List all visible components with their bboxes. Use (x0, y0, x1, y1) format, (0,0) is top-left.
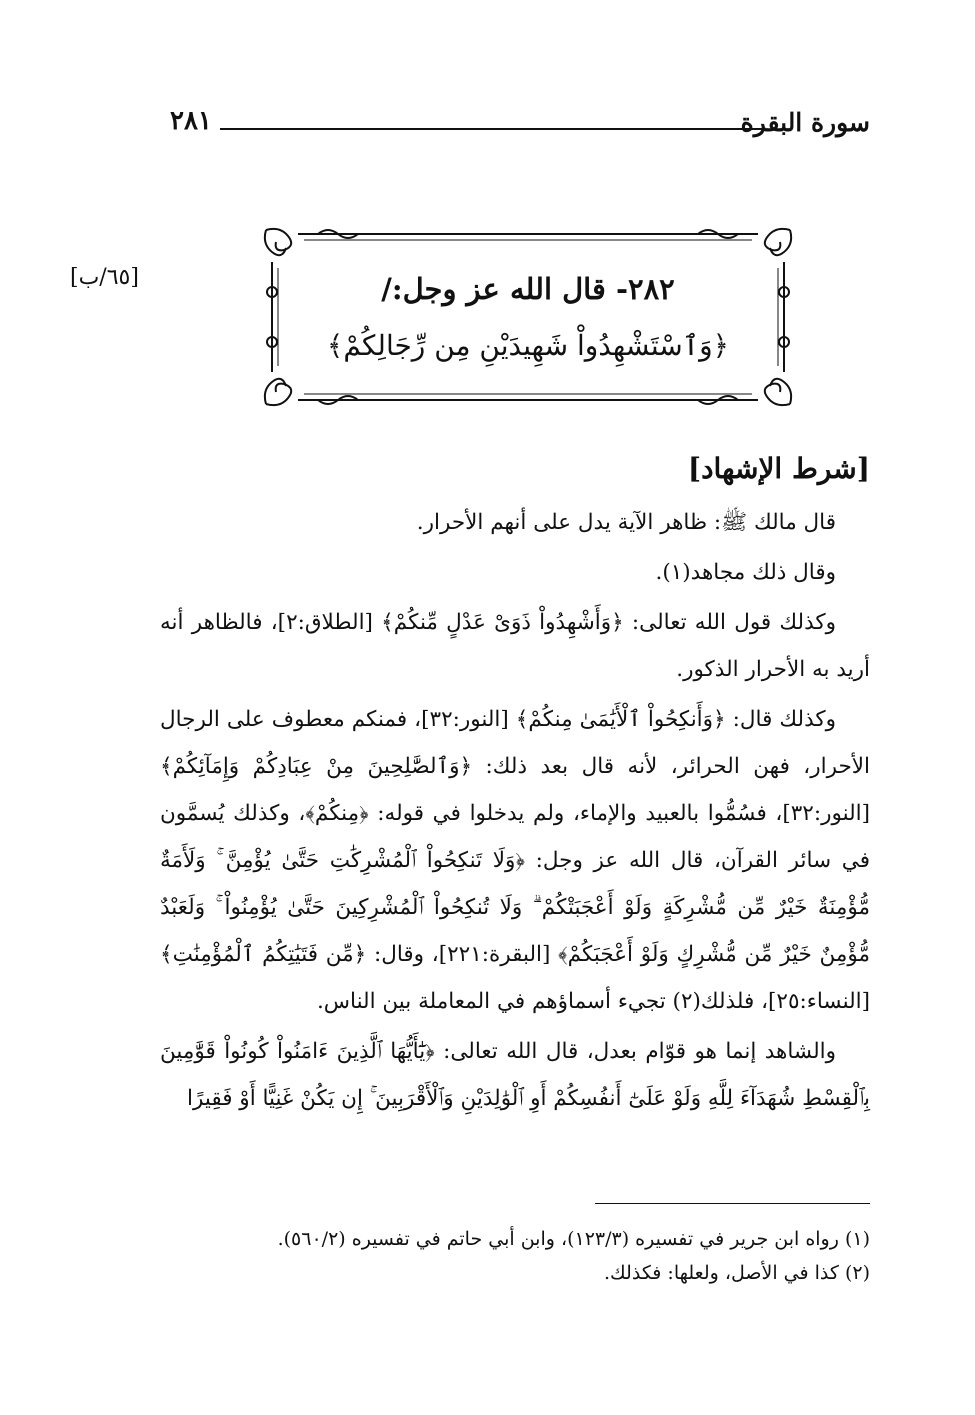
question-heading: ٢٨٢- قال الله عز وجل:/ (381, 272, 675, 306)
paragraph: وقال ذلك مجاهد(١). (655, 560, 836, 585)
quran-verse: ﴿وَٱسْتَشْهِدُواْ شَهِيدَيْنِ مِن رِّجَالِكُمْ﴾ (326, 329, 730, 362)
paragraph: قال مالك ﷺ: ظاهر الآية يدل على أنهم الأحرار. (416, 510, 836, 535)
footnote: (١) رواه ابن جرير في تفسيره (١٢٣/٣)، وابن أبي حاتم في تفسيره (٥٦٠/٢). (277, 1228, 870, 1250)
paragraph: والشاهد إنما هو قوّام بعدل، قال الله تعالى: ﴿يَٰٓأَيُّهَا ٱلَّذِينَ ءَامَنُواْ كُونُواْ قَوَّٰمِينَ بِٱلْقِسْطِ شُهَدَآءَ لِلَّهِ وَلَوْ عَلَىٰٓ أَنفُسِكُمْ أَوِ ٱلْوَٰلِدَيْنِ وَٱلْأَقْرَبِينَ ۚ إِن يَكُنْ غَنِيًّا أَوْ فَقِيرًا (160, 1039, 870, 1111)
surah-title: سورة البقرة (740, 108, 870, 137)
footnote: (٢) كذا في الأصل، ولعلها: فكذلك. (604, 1262, 870, 1284)
ornament-border-icon (258, 222, 798, 412)
paragraph: وكذلك قال: ﴿وَأَنكِحُواْ ٱلْأَيَٰمَىٰ مِنكُمْ﴾ [النور:٣٢]، فمنكم معطوف على الرجال الأحرار، فهن الحرائر، لأنه قال بعد ذلك: ﴿وَٱلصَّٰلِحِينَ مِنْ عِبَادِكُمْ وَإِمَآئِكُمْ﴾ [النور:٣٢]، فسُمُّوا بالعبيد والإماء، ولم يدخلوا في قوله: ﴿مِنكُمْ﴾، وكذلك يُسمَّون في سائر القرآن، قال الله عز وجل: ﴿وَلَا تَنكِحُواْ ٱلْمُشْرِكَٰتِ حَتَّىٰ يُؤْمِنَّ ۚ وَلَأَمَةٌ مُّؤْمِنَةٌ خَيْرٌ مِّن مُّشْرِكَةٍ وَلَوْ أَعْجَبَتْكُمْ ۗ وَلَا تُنكِحُواْ ٱلْمُشْرِكِينَ حَتَّىٰ يُؤْمِنُواْ ۚ وَلَعَبْدٌ مُّؤْمِنٌ خَيْرٌ مِّن مُّشْرِكٍ وَلَوْ أَعْجَبَكُمْ﴾ [البقرة:٢٢١]، وقال: ﴿مِّن فَتَيَٰتِكُمُ ٱلْمُؤْمِنَٰتِ﴾ [النساء:٢٥]، فلذلك(٢) تجيء أسماؤهم في المعاملة بين الناس. (160, 707, 870, 1014)
running-header (160, 108, 870, 148)
footnote-rule (595, 1203, 870, 1204)
page-number: ٢٨١ (170, 106, 212, 136)
main-text (160, 452, 870, 1125)
paragraph: وكذلك قول الله تعالى: ﴿وَأَشْهِدُواْ ذَوَىْ عَدْلٍ مِّنكُمْ﴾ [الطلاق:٢]، فالظاهر أنه أريد به الأحرار الذكور. (160, 610, 870, 682)
section-heading: [شرط الإشهاد] (687, 452, 870, 485)
margin-folio: [٦٥/ب] (70, 265, 139, 290)
footnotes (200, 1222, 870, 1290)
ornament-frame (258, 222, 798, 412)
header-rule (220, 128, 762, 130)
